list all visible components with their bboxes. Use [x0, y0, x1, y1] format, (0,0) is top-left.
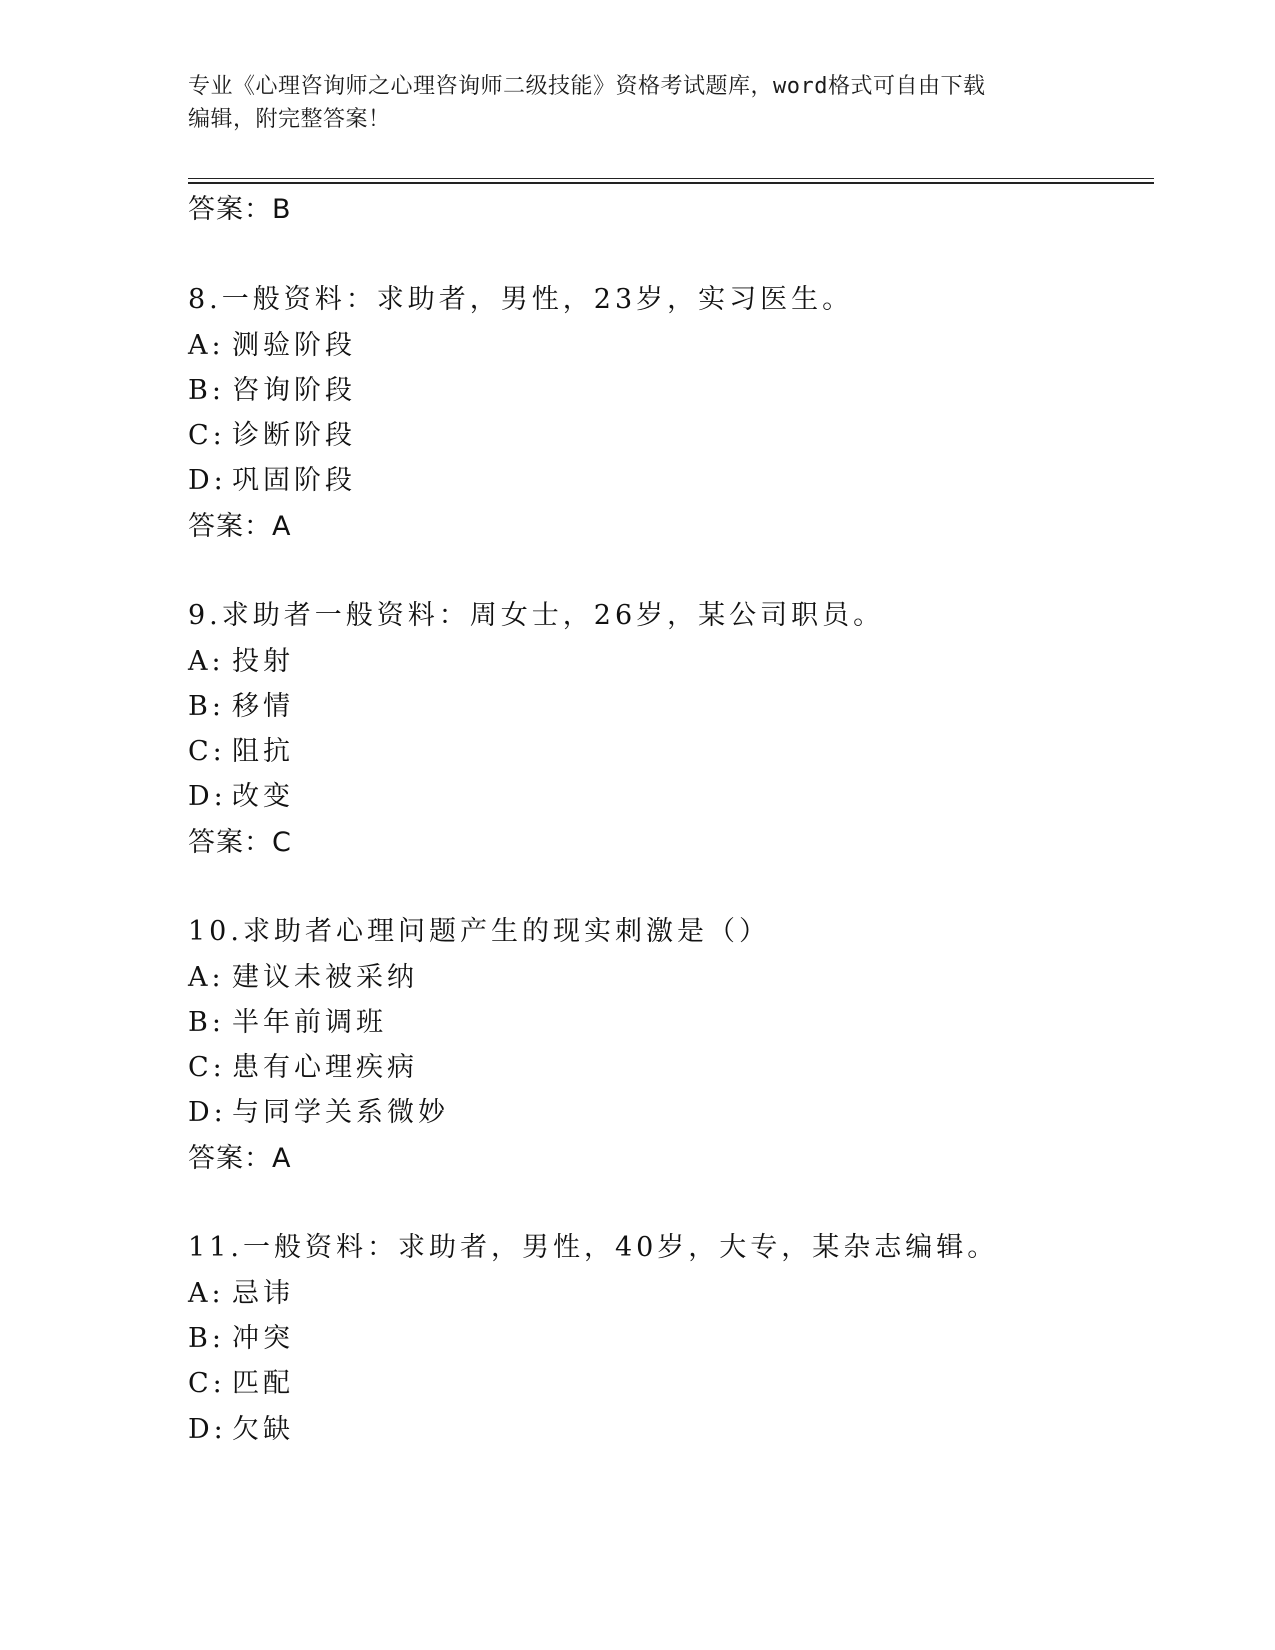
option-d — [188, 1414, 294, 1446]
option-text: 患有心理疾病 — [232, 1052, 418, 1083]
option-d — [188, 781, 294, 813]
document-header — [188, 70, 1088, 136]
option-letter: C: — [188, 1052, 226, 1083]
option-text: 匹配 — [232, 1368, 294, 1399]
option-letter: A: — [188, 1278, 225, 1309]
header-divider-top — [188, 178, 1154, 179]
option-letter: B: — [188, 1323, 225, 1354]
question-9: 9.求助者一般资料：周女士，26岁，某公司职员。 — [188, 600, 885, 631]
option-c — [188, 1368, 294, 1400]
option-text: 建议未被采纳 — [232, 962, 418, 993]
answer-label: 答案：A — [188, 1143, 292, 1174]
option-letter: D: — [188, 1414, 227, 1445]
option-letter: B: — [188, 375, 225, 406]
option-c — [188, 1052, 418, 1084]
answer-label: 答案：C — [188, 827, 292, 858]
option-letter: A: — [188, 330, 225, 361]
header-divider-bottom — [188, 182, 1154, 184]
option-letter: B: — [188, 1007, 225, 1038]
option-a — [188, 646, 294, 678]
option-letter: D: — [188, 781, 227, 812]
option-text: 巩固阶段 — [232, 465, 356, 496]
option-b — [188, 1323, 294, 1355]
option-b — [188, 1007, 387, 1039]
option-text: 半年前调班 — [232, 1007, 387, 1038]
option-letter: D: — [188, 465, 227, 496]
option-text: 咨询阶段 — [232, 375, 356, 406]
option-text: 投射 — [232, 646, 294, 677]
option-a — [188, 1278, 294, 1310]
option-text: 测验阶段 — [232, 330, 356, 361]
option-text: 移情 — [232, 691, 294, 722]
question-11: 11.一般资料：求助者，男性，40岁，大专，某杂志编辑。 — [188, 1232, 999, 1263]
option-d — [188, 1097, 449, 1129]
option-b — [188, 375, 356, 407]
option-text: 冲突 — [232, 1323, 294, 1354]
option-text: 与同学关系微妙 — [232, 1097, 449, 1128]
option-a — [188, 962, 418, 994]
option-text: 诊断阶段 — [232, 420, 356, 451]
option-letter: C: — [188, 420, 226, 451]
question-10: 10.求助者心理问题产生的现实刺激是（） — [188, 916, 770, 947]
option-letter: C: — [188, 736, 226, 767]
option-letter: C: — [188, 1368, 226, 1399]
option-c — [188, 420, 356, 452]
option-a — [188, 330, 356, 362]
option-letter: A: — [188, 962, 225, 993]
answer-label: 答案：A — [188, 511, 292, 542]
option-letter: A: — [188, 646, 225, 677]
header-line-2: 编辑，附完整答案！ — [188, 107, 391, 132]
question-8: 8.一般资料：求助者，男性，23岁，实习医生。 — [188, 284, 854, 315]
option-letter: D: — [188, 1097, 227, 1128]
option-text: 欠缺 — [232, 1414, 294, 1445]
answer-label: 答案：B — [188, 194, 292, 225]
option-text: 忌讳 — [232, 1278, 294, 1309]
option-b — [188, 691, 294, 723]
option-text: 改变 — [232, 781, 294, 812]
option-d — [188, 465, 356, 497]
header-line-1: 专业《心理咨询师之心理咨询师二级技能》资格考试题库，word格式可自由下载 — [188, 74, 986, 99]
option-text: 阻抗 — [232, 736, 294, 767]
option-letter: B: — [188, 691, 225, 722]
option-c — [188, 736, 294, 768]
